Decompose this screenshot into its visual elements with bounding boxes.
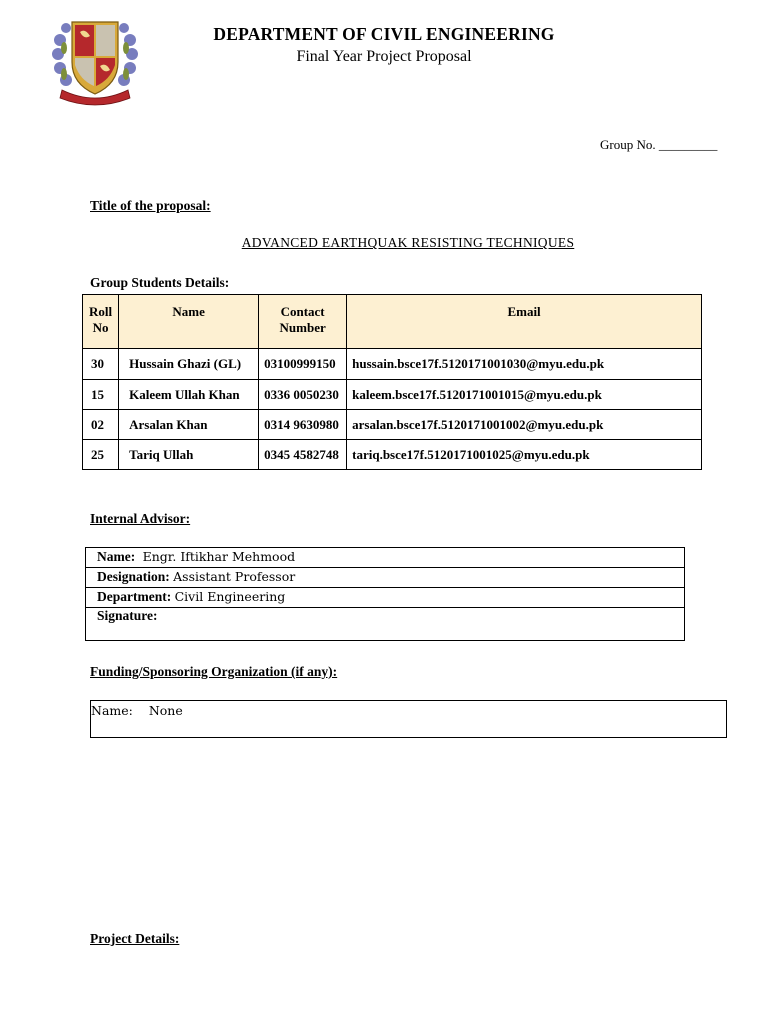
proposal-title: ADVANCED EARTHQUAK RESISTING TECHNIQUES	[241, 235, 575, 250]
cell-roll: 02	[83, 410, 119, 440]
group-number-field	[600, 137, 717, 153]
header-contact-line2: Number	[279, 320, 326, 335]
funding-name-value: None	[148, 703, 183, 718]
advisor-details-box	[85, 547, 685, 641]
cell-email: hussain.bsce17f.5120171001030@myu.edu.pk	[347, 349, 702, 380]
students-table-header-row	[83, 295, 702, 349]
advisor-designation-row	[86, 569, 684, 585]
group-students-label: Group Students Details:	[90, 275, 230, 290]
cell-name: Hussain Ghazi (GL)	[119, 349, 259, 380]
cell-contact: 0345 4582748	[259, 440, 347, 470]
advisor-signature-row	[86, 608, 684, 624]
funding-organization-label: Funding/Sponsoring Organization (if any):	[90, 664, 338, 679]
advisor-department-row	[86, 589, 684, 605]
funding-details-box	[90, 700, 727, 738]
advisor-name-label: Name:	[97, 549, 136, 564]
project-details-label: Project Details:	[90, 931, 180, 946]
header-roll-no	[83, 295, 119, 349]
advisor-designation-label: Designation:	[97, 569, 170, 584]
cell-contact: 0336 0050230	[259, 380, 347, 410]
cell-contact: 03100999150	[259, 349, 347, 380]
group-number-label: Group No.	[600, 137, 656, 152]
table-row	[83, 349, 702, 380]
cell-roll: 25	[83, 440, 119, 470]
advisor-designation-value: Assistant Professor	[173, 569, 296, 584]
document-subtitle: Final Year Project Proposal	[296, 48, 472, 65]
table-row	[83, 410, 702, 440]
department-title: DEPARTMENT OF CIVIL ENGINEERING	[213, 24, 555, 44]
row-divider	[86, 567, 684, 568]
internal-advisor-label: Internal Advisor:	[90, 511, 191, 526]
advisor-department-label: Department:	[97, 589, 172, 604]
cell-email: kaleem.bsce17f.5120171001015@myu.edu.pk	[347, 380, 702, 410]
cell-roll: 15	[83, 380, 119, 410]
header-email: Email	[347, 295, 702, 349]
header-contact-number	[259, 295, 347, 349]
cell-name: Kaleem Ullah Khan	[119, 380, 259, 410]
header-name: Name	[119, 295, 259, 349]
table-row	[83, 440, 702, 470]
cell-email: tariq.bsce17f.5120171001025@myu.edu.pk	[347, 440, 702, 470]
row-divider	[86, 587, 684, 588]
cell-name: Arsalan Khan	[119, 410, 259, 440]
advisor-name-row	[86, 549, 684, 565]
cell-roll: 30	[83, 349, 119, 380]
table-row	[83, 380, 702, 410]
cell-contact: 0314 9630980	[259, 410, 347, 440]
advisor-department-value: Civil Engineering	[174, 589, 286, 604]
header-roll-line1: Roll	[89, 304, 113, 319]
funding-name-label: Name:	[91, 703, 133, 718]
proposal-title-label: Title of the proposal:	[90, 198, 211, 213]
students-table	[82, 294, 702, 470]
advisor-name-value: Engr. Iftikhar Mehmood	[142, 549, 296, 564]
cell-email: arsalan.bsce17f.5120171001002@myu.edu.pk	[347, 410, 702, 440]
advisor-signature-label: Signature:	[97, 608, 158, 623]
header-roll-line2: No	[92, 320, 109, 335]
group-number-blank: _________	[658, 137, 718, 152]
cell-name: Tariq Ullah	[119, 440, 259, 470]
header-contact-line1: Contact	[280, 304, 325, 319]
